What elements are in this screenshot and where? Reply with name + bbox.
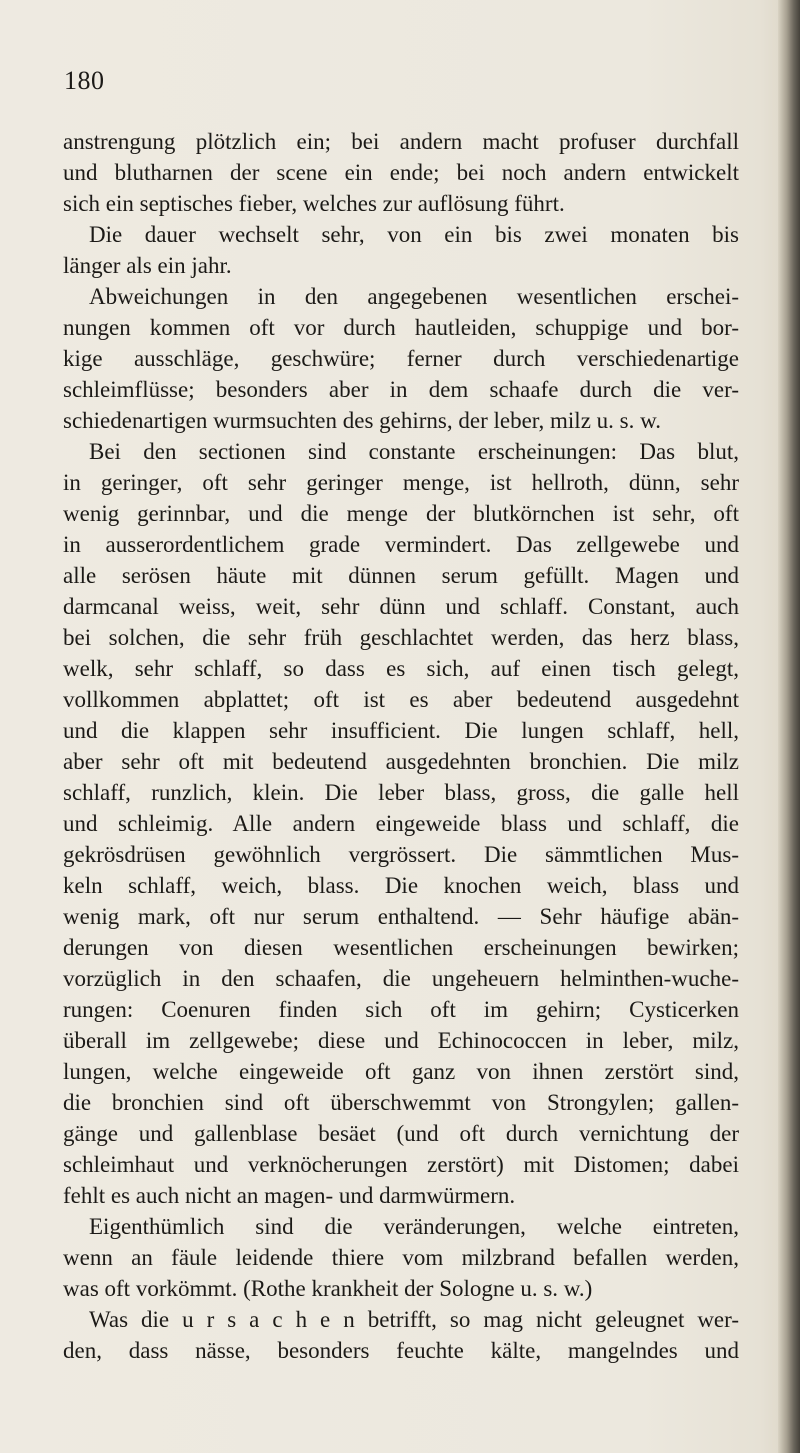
text-line: vollkommen abplattet; oft ist es aber bedeutend ausgedehnt — [63, 687, 739, 712]
text-line: länger als ein jahr. — [63, 253, 232, 278]
text-line: schleimhaut und verknöcherungen zerstört) mit Distomen; dabei — [63, 1152, 739, 1177]
text-line: und die klappen sehr insufficient. Die lungen schlaff, hell, — [63, 718, 739, 743]
text-line: lungen, welche eingeweide oft ganz von ihnen zerstört sind, — [63, 1059, 739, 1084]
text-line: nungen kommen oft vor durch hautleiden, schuppige und bor- — [63, 315, 739, 340]
text-line: überall im zellgewebe; diese und Echinococcen in leber, milz, — [63, 1028, 739, 1053]
text-line: in geringer, oft sehr geringer menge, ist hellroth, dünn, sehr — [63, 470, 739, 495]
text-line: die bronchien sind oft überschwemmt von Strongylen; gallen- — [63, 1090, 739, 1115]
text-line: Abweichungen in den angegebenen wesentlichen erschei- — [89, 284, 739, 309]
text-line: alle serösen häute mit dünnen serum gefüllt. Magen und — [63, 563, 739, 588]
text-line: Was die u r s a c h e n betrifft, so mag nicht geleugnet wer- — [89, 1307, 739, 1332]
text-line: rungen: Coenuren finden sich oft im gehirn; Cysticerken — [63, 997, 739, 1022]
page-binding-edge — [778, 0, 800, 1453]
text-line: bei solchen, die sehr früh geschlachtet werden, das herz blass, — [63, 625, 739, 650]
text-line: aber sehr oft mit bedeutend ausgedehnten bronchien. Die milz — [63, 749, 739, 774]
text-line: kige ausschläge, geschwüre; ferner durch verschiedenartige — [63, 346, 739, 371]
text-line: anstrengung plötzlich ein; bei andern macht profuser durchfall — [63, 129, 739, 154]
text-line: wenig mark, oft nur serum enthaltend. — Sehr häufige abän- — [63, 904, 739, 929]
page-number: 180 — [64, 66, 105, 95]
text-line: keln schlaff, weich, blass. Die knochen weich, blass und — [63, 873, 739, 898]
text-line: Die dauer wechselt sehr, von ein bis zwei monaten bis — [89, 222, 739, 247]
text-line: schleimflüsse; besonders aber in dem schaafe durch die ver- — [63, 377, 739, 402]
text-line: wenig gerinnbar, und die menge der blutkörnchen ist sehr, oft — [63, 501, 739, 526]
text-line: schiedenartigen wurmsuchten des gehirns, der leber, milz u. s. w. — [63, 408, 661, 433]
text-line: Bei den sectionen sind constante erscheinungen: Das blut, — [89, 439, 739, 464]
text-line: derungen von diesen wesentlichen erscheinungen bewirken; — [63, 935, 739, 960]
text-line: was oft vorkömmt. (Rothe krankheit der Sologne u. s. w.) — [63, 1276, 593, 1301]
text-line: in ausserordentlichem grade vermindert. Das zellgewebe und — [63, 532, 739, 557]
text-line: Eigenthümlich sind die veränderungen, welche eintreten, — [89, 1214, 739, 1239]
text-line: darmcanal weiss, weit, sehr dünn und schlaff. Constant, auch — [63, 594, 739, 619]
text-line: sich ein septisches fieber, welches zur auflösung führt. — [63, 191, 565, 216]
text-line: wenn an fäule leidende thiere vom milzbrand befallen werden, — [63, 1245, 739, 1270]
body-text — [63, 126, 739, 1366]
text-line: welk, sehr schlaff, so dass es sich, auf einen tisch gelegt, — [63, 656, 739, 681]
text-line: und schleimig. Alle andern eingeweide blass und schlaff, die — [63, 811, 739, 836]
text-line: vorzüglich in den schaafen, die ungeheuern helminthen-wuche- — [63, 966, 739, 991]
text-line: schlaff, runzlich, klein. Die leber blass, gross, die galle hell — [63, 780, 739, 805]
text-line: den, dass nässe, besonders feuchte kälte, mangelndes und — [63, 1338, 739, 1363]
text-line: gekrösdrüsen gewöhnlich vergrössert. Die sämmtlichen Mus- — [63, 842, 739, 867]
text-line: gänge und gallenblase besäet (und oft durch vernichtung der — [63, 1121, 739, 1146]
text-line: fehlt es auch nicht an magen- und darmwürmern. — [63, 1183, 516, 1208]
text-line: und blutharnen der scene ein ende; bei noch andern entwickelt — [63, 160, 739, 185]
